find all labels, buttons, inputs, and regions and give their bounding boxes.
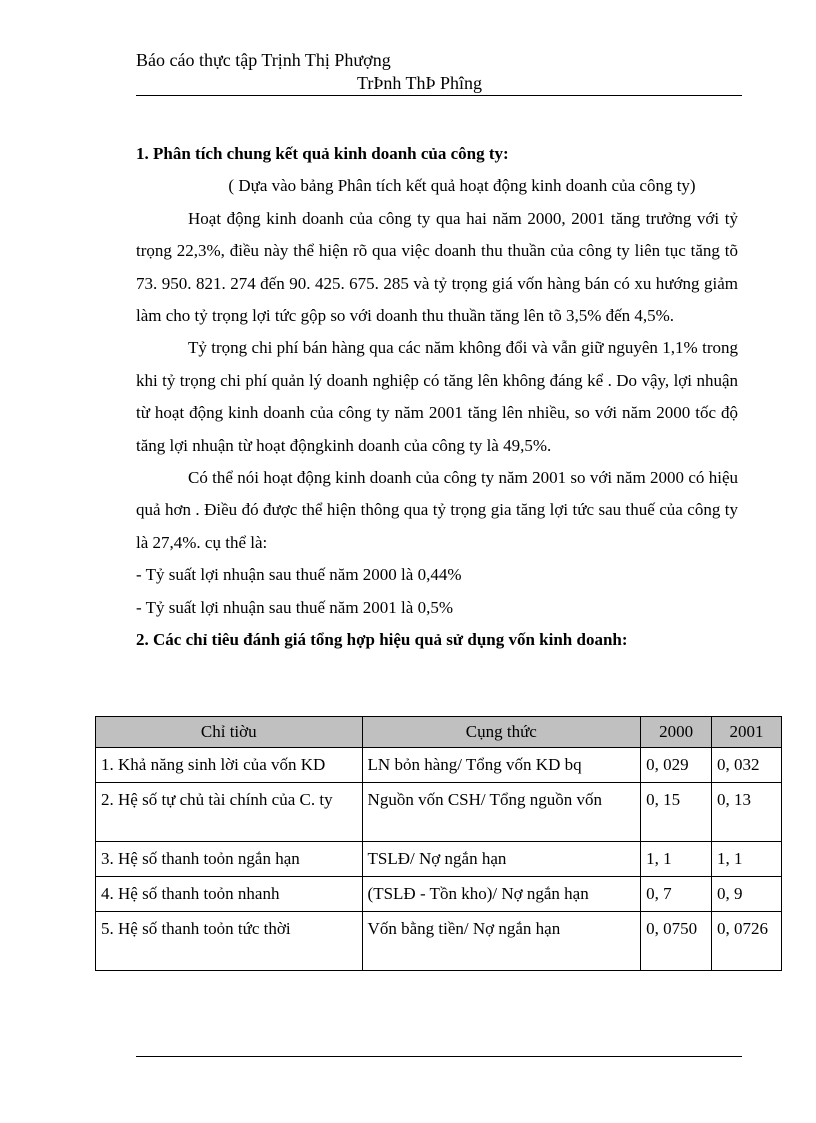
indicator-cell: 5. Hệ số thanh toỏn tức thời [96,912,363,971]
formula-cell: Nguồn vốn CSH/ Tổng nguồn vốn [362,783,641,842]
formula-cell: (TSLĐ - Tồn kho)/ Nợ ngắn hạn [362,877,641,912]
section2-heading: 2. Các chỉ tiêu đánh giá tổng hợp hiệu quả sử dụng vốn kinh doanh: [136,630,628,650]
bullet-2000: - Tỷ suất lợi nhuận sau thuế năm 2000 là 0,44% [136,565,462,585]
header-divider [136,95,742,96]
header-indicator: Chỉ tiờu [96,717,363,748]
table-row [96,842,782,877]
header-formula: Cụng thức [362,717,641,748]
table-row [96,783,782,842]
value-2001-cell: 0, 0726 [712,912,782,971]
paragraph-1: Hoạt động kinh doanh của công ty qua hai năm 2000, 2001 tăng trưởng với tỷ trọng 22,3%, điều này thể hiện rõ qua việc doanh thu thuần của công ty liên tục tăng tõ 73. 950. 821. 274 đến 90. 425. 675. 285 và tỷ trọng giá vốn hàng bán có xu hướng giảm làm cho tỷ trọng lợi tức gộp so với doanh thu thuần tăng lên tõ 3,5% đến 4,5%. [136,208,738,326]
indicator-cell: 2. Hệ số tự chủ tài chính của C. ty [96,783,363,842]
formula-cell: Vốn bằng tiền/ Nợ ngắn hạn [362,912,641,971]
indicators-table [95,716,782,971]
value-2000-cell: 0, 0750 [641,912,712,971]
table-row [96,877,782,912]
value-2000-cell: 1, 1 [641,842,712,877]
value-2000-cell: 0, 15 [641,783,712,842]
value-2001-cell: 0, 032 [712,748,782,783]
table-header-row [96,717,782,748]
value-2001-cell: 0, 9 [712,877,782,912]
bullet-2001: - Tỷ suất lợi nhuận sau thuế năm 2001 là 0,5% [136,597,453,617]
section1-subtitle: ( Dựa vào bảng Phân tích kết quả hoạt động kinh doanh của công ty) [228,176,696,196]
value-2001-cell: 1, 1 [712,842,782,877]
indicator-cell: 4. Hệ số thanh toỏn nhanh [96,877,363,912]
value-2000-cell: 0, 7 [641,877,712,912]
value-2000-cell: 0, 029 [641,748,712,783]
table-row [96,748,782,783]
table-row [96,912,782,971]
indicator-cell: 1. Khả năng sinh lời của vốn KD [96,748,363,783]
paragraph-3: Có thể nói hoạt động kinh doanh của công ty năm 2001 so với năm 2000 có hiệu quả hơn . Điều đó được thể hiện thông qua tỷ trọng gia tăng lợi tức sau thuế của công ty là 27,4%. cụ thể là: [136,468,738,552]
formula-cell: LN bỏn hàng/ Tổng vốn KD bq [362,748,641,783]
value-2001-cell: 0, 13 [712,783,782,842]
header-2000: 2000 [641,717,712,748]
header-2001: 2001 [712,717,782,748]
document-body [136,138,738,657]
header-title: Báo cáo thực tập Trịnh Thị Phượng [136,50,391,70]
formula-cell: TSLĐ/ Nợ ngắn hạn [362,842,641,877]
footer-divider [136,1056,742,1057]
header-author-garbled: TrÞnh ThÞ Phîng [357,73,483,93]
paragraph-2: Tỷ trọng chi phí bán hàng qua các năm không đổi và vẫn giữ nguyên 1,1% trong khi tỷ trọng chi phí quản lý doanh nghiệp có tăng lên không đáng kể . Do vậy, lợi nhuận từ hoạt động kinh doanh của công ty năm 2001 tăng lên nhiều, so với năm 2000 tốc độ tăng lợi nhuận từ hoạt độngkinh doanh của công ty là 49,5%. [136,338,738,455]
section1-heading: 1. Phân tích chung kết quả kinh doanh của công ty: [136,144,509,163]
indicator-cell: 3. Hệ số thanh toỏn ngắn hạn [96,842,363,877]
